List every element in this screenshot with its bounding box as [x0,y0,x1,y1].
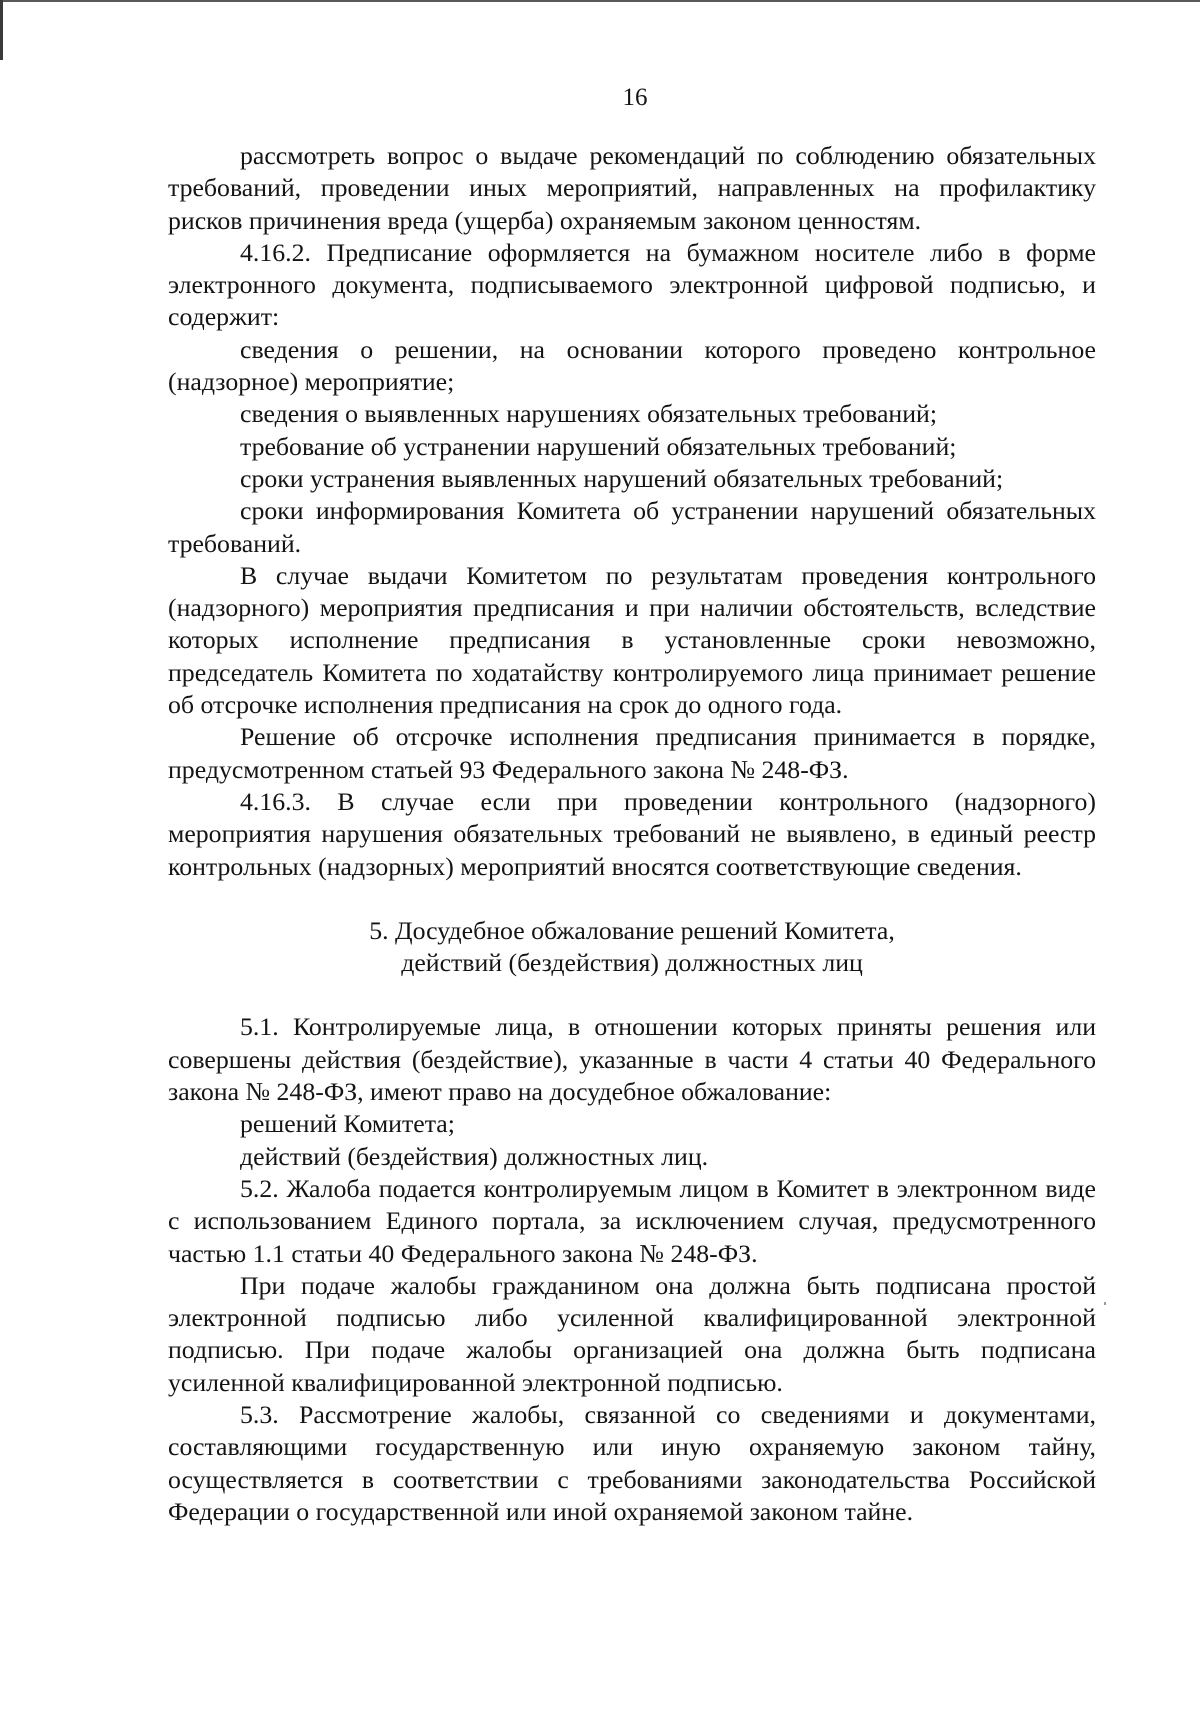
list-item-committee-decisions: решений Комитета; [240,1109,455,1139]
page-number: 16 [622,84,648,111]
list-item-elimination-deadlines: сроки устранения выявленных нарушений обязательных требований; [240,463,1004,493]
list-item-notification-deadlines: сроки информирования Комитета об устранении нарушений обязательных требований. [168,496,1096,558]
paragraph-5-3: 5.3. Рассмотрение жалобы, связанной со сведениями и документами, составляющими государственную или иную охраняемую законом тайну, осуществляется в соответствии с требованиями законодательства Российской Федерации о государственной или иной охраняемой законом тайне. [168,1399,1096,1526]
paragraph-signature-requirements: При подаче жалобы гражданином она должна быть подписана простой электронной подписью либо усиленной квалифицированной электронной подписью. При подаче жалобы организацией она должна быть подписана усиленной квалифицированной электронной подписью. [168,1270,1096,1397]
list-item-decision-info: сведения о решении, на основании которого проведено контрольное (надзорное) мероприятие; [168,334,1096,397]
paragraph-5-1: 5.1. Контролируемые лица, в отношении которых приняты решения или совершены действия (бездействие), указанные в части 4 статьи 40 Федерального закона № 248-ФЗ, имеют право на досудебное обжалование: [168,1012,1096,1107]
paragraph-deferral-order: Решение об отсрочке исполнения предписания принимается в порядке, предусмотренном статьей 93 Федерального закона № 248-ФЗ. [168,722,1096,784]
paragraph-4-16-2: 4.16.2. Предписание оформляется на бумажном носителе либо в форме электронного документа, подписываемого электронной цифровой подписью, и содержит: [168,237,1096,332]
scan-speck [1104,1302,1106,1305]
paragraph-deferral: В случае выдачи Комитетом по результатам проведения контрольного (надзорного) мероприятия предписания и при наличии обстоятельств, вследствие которых исполнение предписания в установленные сроки невозможно, председатель Комитета по ходатайству контролируемого лица принимает решение об отсрочке исполнения предписания на срок до одного года. [168,560,1096,720]
scan-edge-left [0,0,3,60]
section-heading-line-1: 5. Досудебное обжалование решений Комитета, [369,915,895,945]
list-item-elimination-requirement: требование об устранении нарушений обязательных требований; [240,431,957,461]
spacer [168,979,1096,1011]
list-item-officials-actions: действий (бездействия) должностных лиц. [240,1141,709,1171]
paragraph-5-2: 5.2. Жалоба подается контролируемым лицом в Комитет в электронном виде с использованием Единого портала, за исключением случая, предусмотренного частью 1.1 статьи 40 Федерального закона № 248-ФЗ. [168,1173,1096,1268]
list-item-violations-info: сведения о выявленных нарушениях обязательных требований; [240,399,938,429]
scan-edge-top [0,0,1200,2]
spacer [168,883,1096,915]
section-heading-line-2: действий (бездействия) должностных лиц [401,948,863,978]
document-body [168,140,1096,1528]
paragraph-recommendations: рассмотреть вопрос о выдаче рекомендаций по соблюдению обязательных требований, проведении иных мероприятий, направленных на профилактику рисков причинения вреда (ущерба) охраняемым законом ценностям. [168,141,1096,235]
paragraph-4-16-3: 4.16.3. В случае если при проведении контрольного (надзорного) мероприятия нарушения обязательных требований не выявлено, в единый реестр контрольных (надзорных) мероприятий вносятся соответствующие сведения. [168,786,1096,881]
